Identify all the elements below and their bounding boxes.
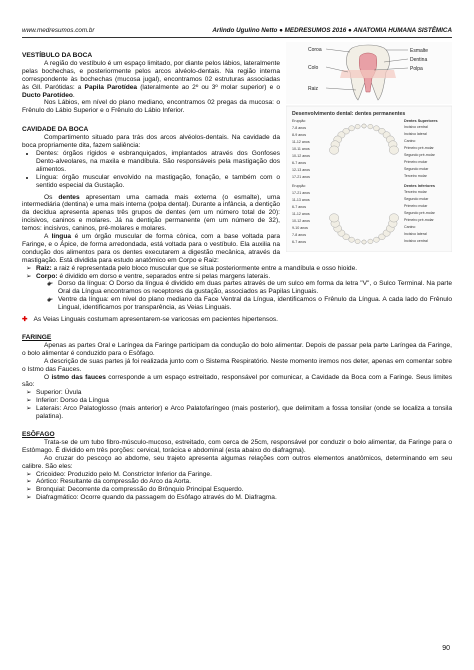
lower-tooth-name-4: Primeiro pré-molar xyxy=(404,218,434,222)
tooth-label-coroa: Coroa xyxy=(308,47,322,53)
lower-tooth-name-3: Segundo pré-molar xyxy=(404,211,435,215)
list-item-bronquial: ➢ Bronquial: Decorrente da compressão do Brônquio Principal Esquerdo. xyxy=(36,486,452,494)
list-item-limit-superior: ➢ Superior: Úvula xyxy=(36,389,452,397)
esofago-constrictions-list xyxy=(22,471,452,503)
list-item-corpo: ➢ Corpo: é dividido em dorso e ventre, separados entre si pelas margens laterais. ➢ ◦ Dorso da língua: O Dorso da língua é dividido em duas partes através de um sulco em forma da letra "V", o Sulco Terminal. Na parte Oral da Língua encontramos os receptores da gustação, associados as Papilas Linguais. ➢ ◦ Ventre da língua: em nível do plano mediano da Face Ventral da Língua, identificamos o Frênulo da Língua. A cada lado do Frênulo Lingual, identificamos por transparência, as Veias Linguais. xyxy=(36,273,452,313)
clinical-note: ✚ As Veias Linguais costumam apresentarem-se varicosas em pacientes hipertensos. xyxy=(22,316,278,324)
list-item-limit-inferior: ➢ Inferior: Dorso da Língua xyxy=(36,397,452,405)
upper-arch-tooth-right-0 xyxy=(362,124,366,128)
tooth-development-chart xyxy=(286,106,452,252)
lower-eruption-label-0: Erupção xyxy=(292,184,306,188)
vestibulo-paragraph-1: A região do vestíbulo é um espaço limitado, por diante pelos lábios, lateralmente pelas bochechas, e posteriormente pelos arcos alvéolo-dentais. Na região interna correspondente às bochechas (mucosa jugal), encontramos 02 estruturas associadas às Gll. Parótidas: a Papila Parotídea (lateralmente ao 2º ou 3º molar superior) e o Ducto Parotídeo. xyxy=(22,59,280,99)
cavidade-paragraph-1: Compartimento situado para trás dos arcos alvéolos-dentais. Na cavidade da boca propriamente dita, fazem saliência: xyxy=(22,134,280,150)
lower-eruption-label-1: 17-21 anos xyxy=(292,191,310,195)
red-cross-icon: ✚ xyxy=(22,316,28,324)
upper-tooth-name-1: Incisivo lateral xyxy=(404,132,427,136)
lower-arch-tooth-right-0 xyxy=(362,240,366,244)
istmo-limits-list xyxy=(22,389,452,421)
list-item-ventre: ➢ ◦ Ventre da língua: em nível do plano mediano da Face Ventral da Língua, identificamos o Frênulo da Língua. A cada lado do Frênulo Lingual, identificamos por transparência, as Veias Linguais. xyxy=(58,296,452,312)
lower-tooth-name-0: Terceiro molar xyxy=(404,190,427,194)
upper-eruption-label-6: 6-7 anos xyxy=(292,161,306,165)
list-item-aortico: ➢ Aórtico: Resultante da compressão do Arco da Aorta. xyxy=(36,478,452,486)
esofago-paragraph-1: Trata-se de um tubo fibro-músculo-mucoso, estreitado, com cerca de 25cm, responsável por conduzir o bolo alimentar, da Faringe para o Estômago. É dividido em três porções: cervical, torácica e abdominal (esta abaixo do diafragma). xyxy=(22,438,452,454)
page-header xyxy=(22,27,452,37)
tooth-section-diagram xyxy=(286,42,452,104)
corpo-sublist xyxy=(36,280,452,312)
lower-eruption-label-5: 10-12 anos xyxy=(292,219,310,223)
list-item-cricoideo: ➢ Cricoideo: Produzido pelo M. Constrictor Inferior da Faringe. xyxy=(36,471,452,479)
upper-tooth-name-7: Terceiro molar xyxy=(404,174,427,178)
lower-eruption-label-8: 6-7 anos xyxy=(292,240,306,244)
site-url: www.medresumos.com.br xyxy=(22,27,95,34)
upper-eruption-label-3: 11-12 anos xyxy=(292,140,310,144)
upper-tooth-name-3: Primeiro pré-molar xyxy=(404,146,434,150)
tooth-label-esmalte: Esmalte xyxy=(410,48,429,54)
list-item-limit-laterais: ➢ Laterais: Arco Palatoglosso (mais anterior) e Arco Palatofaríngeo (mais posterior), que delimitam a fossa tonsilar (onde se localiza a tonsila palatina). xyxy=(36,405,452,421)
section-title-esofago: ESÔFAGO xyxy=(22,430,55,438)
lower-eruption-label-2: 11-13 anos xyxy=(292,198,310,202)
lower-arch-tooth-left-1 xyxy=(355,239,360,244)
dental-illustration xyxy=(286,42,452,252)
upper-arch-tooth-left-7 xyxy=(329,146,338,154)
vestibulo-paragraph-2: Nos Lábios, em nível do plano mediano, encontramos 02 pregas da mucosa: o Frênulo do Lábio Superior e o Frênulo do Lábio Inferior. xyxy=(22,99,280,115)
list-item-raiz: ➢ Raiz: a raiz é representada pelo bloco muscular que se situa posteriormente entre a mandíbula e osso hioide. xyxy=(36,265,452,273)
tooth-label-dentina: Dentina xyxy=(410,57,428,63)
lower-eruption-label-6: 9-10 anos xyxy=(292,226,308,230)
lower-tooth-name-1: Segundo molar xyxy=(404,197,429,201)
lower-arch-tooth-left-2 xyxy=(349,237,355,242)
section-title-faringe: FARINGE xyxy=(22,334,52,341)
tooth-label-raiz: Raiz xyxy=(308,86,319,92)
upper-arch-tooth-left-2 xyxy=(349,126,355,131)
section-title-cavidade: CAVIDADE DA BOCA xyxy=(22,126,89,134)
upper-eruption-label-2: 8-9 anos xyxy=(292,133,306,137)
chart-title: Desenvolvimento dental: dentes permanentes xyxy=(292,111,406,117)
dental-figure xyxy=(286,42,452,252)
lingua-parts-list xyxy=(22,265,452,312)
lower-eruption-label-4: 11-12 anos xyxy=(292,212,310,216)
upper-eruption-label-4: 10-11 anos xyxy=(292,147,310,151)
lower-arch-tooth-right-7 xyxy=(389,214,398,222)
upper-tooth-name-4: Segundo pré-molar xyxy=(404,153,435,157)
faringe-paragraph-2: A descrição de suas partes já foi realizada junto com o Sistema Respiratório. Neste momento iremos nos deter, apenas em comentar sobre o Istmo das Fauces. xyxy=(22,357,452,373)
upper-teeth-heading: Dentes Superiores xyxy=(404,119,438,123)
upper-eruption-label-5: 10-12 anos xyxy=(292,154,310,158)
header-title: Arlindo Ugulino Netto ● MEDRESUMOS 2016 ● ANATOMIA HUMANA SISTÊMICA xyxy=(212,27,452,34)
tooth-label-colo: Colo xyxy=(308,65,319,71)
upper-eruption-label-8: 17-21 anos xyxy=(292,175,310,179)
upper-tooth-name-5: Primeiro molar xyxy=(404,160,428,164)
header-divider xyxy=(22,37,452,38)
upper-eruption-label-0: Erupção xyxy=(292,119,306,123)
document-body xyxy=(22,42,452,502)
lower-tooth-name-2: Primeiro molar xyxy=(404,204,428,208)
lingua-paragraph: A língua é um órgão muscular de forma cônica, com a base voltada para Faringe, e o Ápice, de forma arredondada, está voltada para o vestíbulo. Ela auxilia na condução dos alimentos para os dentes executarem a digestão mecânica, através da mastigação. Está dividida para estudo anatômico em Corpo e Raiz: xyxy=(22,233,280,264)
lower-tooth-name-6: Incisivo lateral xyxy=(404,232,427,236)
tooth-label-polpa: Polpa xyxy=(410,66,423,72)
upper-eruption-label-7: 12-13 anos xyxy=(292,168,310,172)
lower-arch-tooth-left-7 xyxy=(329,214,338,222)
list-item-lingua: • Língua: órgão muscular envolvido na mastigação, fonação, e também com o sentido especial da Gustação. xyxy=(36,174,452,190)
upper-eruption-label-1: 7-8 anos xyxy=(292,126,306,130)
page-number: 90 xyxy=(442,645,450,652)
esofago-paragraph-2: Ao cruzar do pescoço ao abdome, seu trajeto apresenta algumas relações com outros elementos anatômicos, determinando em seu calibre. São eles: xyxy=(22,454,452,470)
upper-tooth-name-2: Canino xyxy=(404,139,416,143)
list-item-dentes: • Dentes: órgãos rígidos e esbranquiçados, implantados através dos Gonfoses Dento-alveolares, na maxila e mandíbula. São responsáveis pela mastigação dos alimentos. xyxy=(36,150,452,174)
lower-teeth-heading: Dentes Inferiores xyxy=(404,184,436,188)
upper-arch-tooth-left-1 xyxy=(355,124,360,129)
lower-arch-tooth-right-1 xyxy=(368,239,373,244)
faringe-paragraph-3: O istmo das fauces corresponde a um espaço estreitado, responsável por comunicar, a Cavidade da Boca com a Faringe. Seus limites são: xyxy=(22,373,452,389)
list-item-diafragmatico: ➢ Diafragmático: Ocorre quando da passagem do Esôfago através do M. Diafragma. xyxy=(36,494,452,502)
list-item-dorso: ➢ ◦ Dorso da língua: O Dorso da língua é dividido em duas partes através de um sulco em forma da letra "V", o Sulco Terminal. Na parte Oral da Língua encontramos os receptores da gustação, associados as Papilas Linguais. xyxy=(58,280,452,296)
upper-arch-tooth-right-7 xyxy=(389,146,398,154)
lower-arch-tooth-right-2 xyxy=(374,237,380,242)
lower-eruption-label-3: 6-7 anos xyxy=(292,205,306,209)
upper-arch-tooth-right-2 xyxy=(374,126,380,131)
dentes-paragraph: Os dentes apresentam uma camada mais externa (o esmalte), uma intermediária (dentina) e uma mais interna (polpa dental). Durante a infância, a dentição da decídua apresenta apenas três grupos de dentes (em um número total de 20): incisivos, caninos e molares. Já na dentição permanente (em um número de 32), temos: incisivos, caninos, pré-molares e molares. xyxy=(22,193,280,233)
lower-tooth-name-5: Canino xyxy=(404,225,416,229)
lower-tooth-name-7: Incisivo central xyxy=(404,239,428,243)
section-title-vestibulo: VESTÍBULO DA BOCA xyxy=(22,52,93,59)
lower-eruption-label-7: 7-8 anos xyxy=(292,233,306,237)
faringe-paragraph-1: Apenas as partes Oral e Laríngea da Faringe participam da condução do bolo alimentar. Depois de passar pela parte Laríngea da Faringe, o bolo alimentar é conduzido para o Esôfago. xyxy=(22,341,452,357)
upper-arch-tooth-right-1 xyxy=(368,124,373,129)
upper-tooth-name-6: Segundo molar xyxy=(404,167,429,171)
upper-tooth-name-0: Incisivo central xyxy=(404,125,428,129)
